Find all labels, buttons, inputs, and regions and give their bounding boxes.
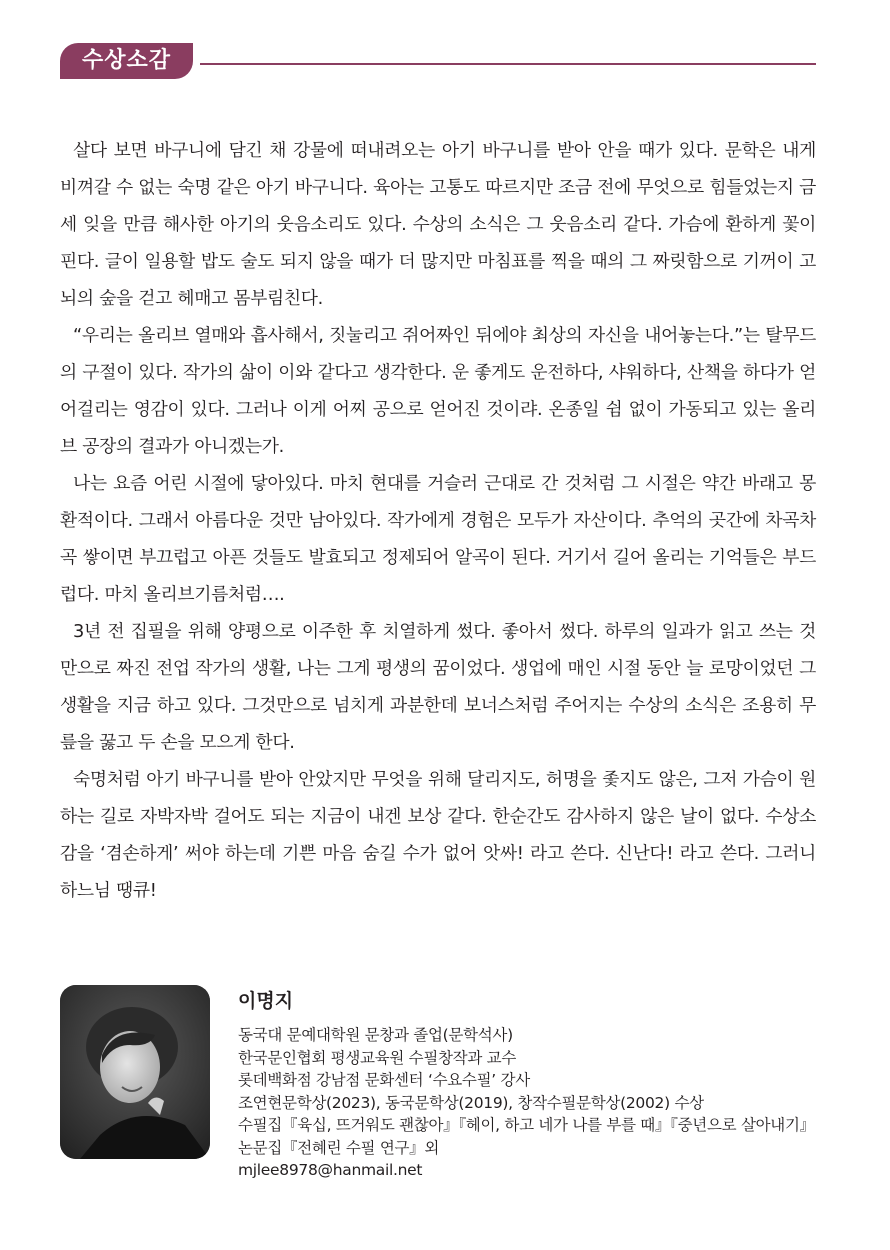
paragraph: 숙명처럼 아기 바구니를 받아 안았지만 무엇을 위해 달리지도, 허명을 좇지도 않은, 그저 가슴이 원하는 길로 자박자박 걸어도 되는 지금이 내겐 보상 같다. 한순간도 감사하지 않은 날이 없다. 수상소감을 ‘겸손하게’ 써야 하는데 기쁜 마음 숨길 수가 없어 앗싸! 라고 쓴다. 신난다! 라고 쓴다. 그러니 하느님 땡큐! <box>60 769 816 901</box>
paragraph: 3년 전 집필을 위해 양평으로 이주한 후 치열하게 썼다. 좋아서 썼다. 하루의 일과가 읽고 쓰는 것만으로 짜진 전업 작가의 생활, 나는 그게 평생의 꿈이었다. 생업에 매인 시절 동안 늘 로망이었던 그 생활을 지금 하고 있다. 그것만으로 넘치게 과분한데 보너스처럼 주어지는 수상의 소식은 조용히 무릎을 꿇고 두 손을 모으게 한다. <box>60 621 816 753</box>
paragraph: 나는 요즘 어린 시절에 닿아있다. 마치 현대를 거슬러 근대로 간 것처럼 그 시절은 약간 바래고 몽환적이다. 그래서 아름다운 것만 남아있다. 작가에게 경험은 모두가 자산이다. 추억의 곳간에 차곡차곡 쌓이면 부끄럽고 아픈 것들도 발효되고 정제되어 알곡이 된다. 거기서 길어 올리는 기억들은 부드럽다. 마치 올리브기름처럼…. <box>60 473 816 605</box>
author-name: 이명지 <box>238 990 294 1012</box>
paragraph: 살다 보면 바구니에 담긴 채 강물에 떠내려오는 아기 바구니를 받아 안을 때가 있다. 문학은 내게 비껴갈 수 없는 숙명 같은 아기 바구니다. 육아는 고통도 따르지만 조금 전에 무엇으로 힘들었는지 금세 잊을 만큼 해사한 아기의 웃음소리도 있다. 수상의 소식은 그 웃음소리 같다. 가슴에 환하게 꽃이 핀다. 글이 일용할 밥도 술도 되지 않을 때가 더 많지만 마침표를 찍을 때의 그 짜릿함으로 기꺼이 고뇌의 숲을 걷고 헤매고 몸부림친다. <box>60 140 816 309</box>
bio-line: 동국대 문예대학원 문창과 졸업(문학석사) <box>238 1026 513 1044</box>
section-header <box>60 43 816 79</box>
section-title: 수상소감 <box>60 43 193 79</box>
bio-line: 논문집『전혜린 수필 연구』외 <box>238 1138 440 1157</box>
paragraph: “우리는 올리브 열매와 흡사해서, 짓눌리고 쥐어짜인 뒤에야 최상의 자신을 내어놓는다.”는 탈무드의 구절이 있다. 작가의 삶이 이와 같다고 생각한다. 운 좋게도 운전하다, 샤워하다, 산책을 하다가 얻어걸리는 영감이 있다. 그러나 이게 어찌 공으로 얻어진 것이랴. 온종일 쉼 없이 가동되고 있는 올리브 공장의 결과가 아니겠는가. <box>60 325 816 457</box>
bio-line: 한국문인협회 평생교육원 수필창작과 교수 <box>238 1048 516 1067</box>
bio-line: 수필집『육십, 뜨거워도 괜찮아』『헤이, 하고 네가 나를 부를 때』『중년으로 살아내기』 <box>238 1116 815 1134</box>
bio-line: 조연현문학상(2023), 동국문학상(2019), 창작수필문학상(2002) 수상 <box>238 1093 704 1112</box>
author-bio <box>238 1024 818 1182</box>
author-email[interactable]: mjlee8978@hanmail.net <box>238 1161 423 1179</box>
bio-line: 롯데백화점 강남점 문화센터 ‘수요수필’ 강사 <box>238 1071 530 1089</box>
author-photo <box>60 985 210 1159</box>
acceptance-speech <box>60 132 816 909</box>
header-divider <box>200 63 816 65</box>
